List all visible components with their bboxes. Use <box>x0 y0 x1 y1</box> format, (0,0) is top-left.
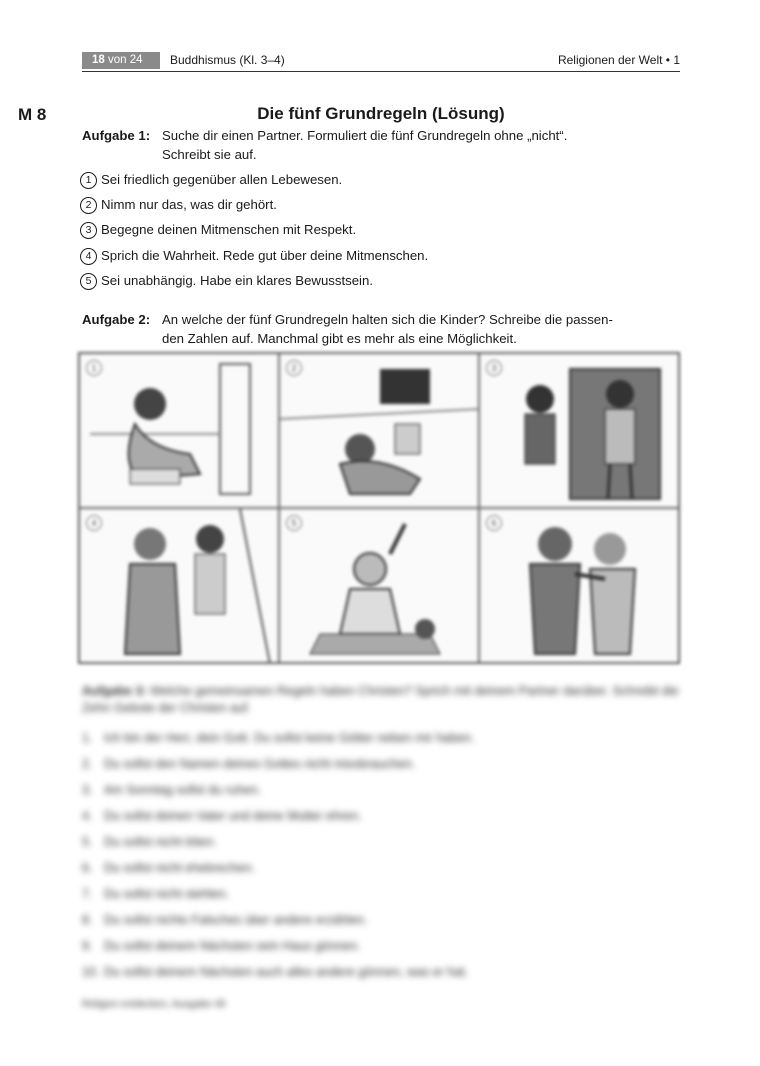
list-number: 3. <box>82 783 93 797</box>
child-waving-illustration <box>280 509 479 663</box>
list-text: Du sollst deinen Vater und deine Mutter ehren. <box>104 809 362 823</box>
rule-text: Begegne deinen Mitmenschen mit Respekt. <box>101 222 357 237</box>
list-number: 1. <box>82 731 93 745</box>
illustration-number: 3 <box>486 360 502 376</box>
list-number: 8. <box>82 913 93 927</box>
list-number: 5. <box>82 835 93 849</box>
children-arguing-illustration <box>80 509 279 663</box>
children-shelf-illustration <box>480 354 679 508</box>
task-2 <box>82 310 682 348</box>
rule-number: 3 <box>80 222 97 239</box>
two-friends-illustration <box>480 509 679 663</box>
list-item <box>82 907 680 933</box>
list-text: Du sollst nicht töten. <box>104 835 217 849</box>
page-total: von 24 <box>108 54 143 66</box>
rule-item <box>80 246 428 266</box>
header-series: Religionen der Welt • 1 <box>557 53 680 67</box>
material-label: M 8 <box>18 105 47 124</box>
list-number: 2. <box>82 757 93 771</box>
commandments-list <box>82 725 680 985</box>
list-text: Du sollst deinem Nächsten sein Haus gönnen. <box>104 939 361 953</box>
illustration-cell <box>479 353 679 508</box>
rule-text: Sei unabhängig. Habe ein klares Bewusstsein. <box>101 273 373 288</box>
rule-item <box>80 170 342 190</box>
rule-text: Sprich die Wahrheit. Rede gut über deine Mitmenschen. <box>101 248 429 263</box>
page-title: Die fünf Grundregeln (Lösung) <box>257 104 505 123</box>
rule-number: 4 <box>80 248 97 265</box>
page-number: 18 <box>92 54 105 66</box>
illustration-number: 4 <box>86 515 102 531</box>
page-number-badge <box>82 52 160 69</box>
task-3-label: Aufgabe 3: <box>82 684 147 698</box>
list-text: Ich bin der Herr, dein Gott. Du sollst keine Götter neben mir haben. <box>104 731 475 745</box>
illustration-number: 2 <box>286 360 302 376</box>
illustration-cell <box>279 508 479 663</box>
rule-item <box>80 271 373 291</box>
rule-number: 2 <box>80 197 97 214</box>
list-item <box>82 725 680 751</box>
list-item <box>82 855 680 881</box>
illustration-cell <box>479 508 679 663</box>
list-item <box>82 959 680 985</box>
task-3-text: Welche gemeinsamen Regeln haben Christen? Sprich mit deinem Partner darüber. Schreibt die Zehn Gebote der Christen auf. <box>82 684 679 715</box>
rule-item <box>80 220 356 240</box>
rule-text: Sei friedlich gegenüber allen Lebewesen. <box>101 172 343 187</box>
child-crawling-illustration <box>80 354 279 508</box>
children-tv-illustration <box>280 354 479 508</box>
rule-item <box>80 195 277 215</box>
list-number: 9. <box>82 939 93 953</box>
header-subject: Buddhismus (Kl. 3–4) <box>170 53 285 67</box>
page-header <box>82 52 680 72</box>
list-text: Du sollst nicht ehebrechen. <box>104 861 255 875</box>
list-item <box>82 829 680 855</box>
task-2-text-line-2: den Zahlen auf. Manchmal gibt es mehr als eine Möglichkeit. <box>162 331 517 346</box>
illustration-cell <box>79 353 279 508</box>
illustration-grid <box>78 352 680 664</box>
rule-number: 5 <box>80 273 97 290</box>
list-item <box>82 751 680 777</box>
list-text: Du sollst nicht stehlen. <box>104 887 230 901</box>
list-number: 10. <box>82 965 100 979</box>
page-footer: Religion entdecken, Ausgabe 49 <box>82 999 226 1010</box>
list-item <box>82 933 680 959</box>
rule-text: Nimm nur das, was dir gehört. <box>101 197 277 212</box>
list-text: Am Sonntag sollst du ruhen. <box>104 783 262 797</box>
task-1-label: Aufgabe 1: <box>82 128 151 143</box>
list-item <box>82 777 680 803</box>
task-1-text-line-1: Suche dir einen Partner. Formuliert die fünf Grundregeln ohne „nicht“. <box>162 128 568 143</box>
task-3 <box>82 683 680 717</box>
illustration-cell <box>79 508 279 663</box>
illustration-number: 6 <box>486 515 502 531</box>
list-item <box>82 881 680 907</box>
task-2-label: Aufgabe 2: <box>82 312 151 327</box>
task-2-text-line-1: An welche der fünf Grundregeln halten sich die Kinder? Schreibe die passen- <box>162 312 613 327</box>
list-text: Du sollst nichts Falsches über andere erzählen. <box>104 913 368 927</box>
illustration-number: 5 <box>286 515 302 531</box>
task-1-text-line-2: Schreibt sie auf. <box>162 147 257 162</box>
list-text: Du sollst den Namen deines Gottes nicht missbrauchen. <box>104 757 416 771</box>
list-number: 6. <box>82 861 93 875</box>
illustration-number: 1 <box>86 360 102 376</box>
rule-number: 1 <box>80 172 97 189</box>
list-number: 7. <box>82 887 93 901</box>
illustration-cell <box>279 353 479 508</box>
list-number: 4. <box>82 809 93 823</box>
list-text: Du sollst deinem Nächsten auch alles andere gönnen, was er hat. <box>104 965 469 979</box>
task-1 <box>82 126 682 164</box>
list-item <box>82 803 680 829</box>
